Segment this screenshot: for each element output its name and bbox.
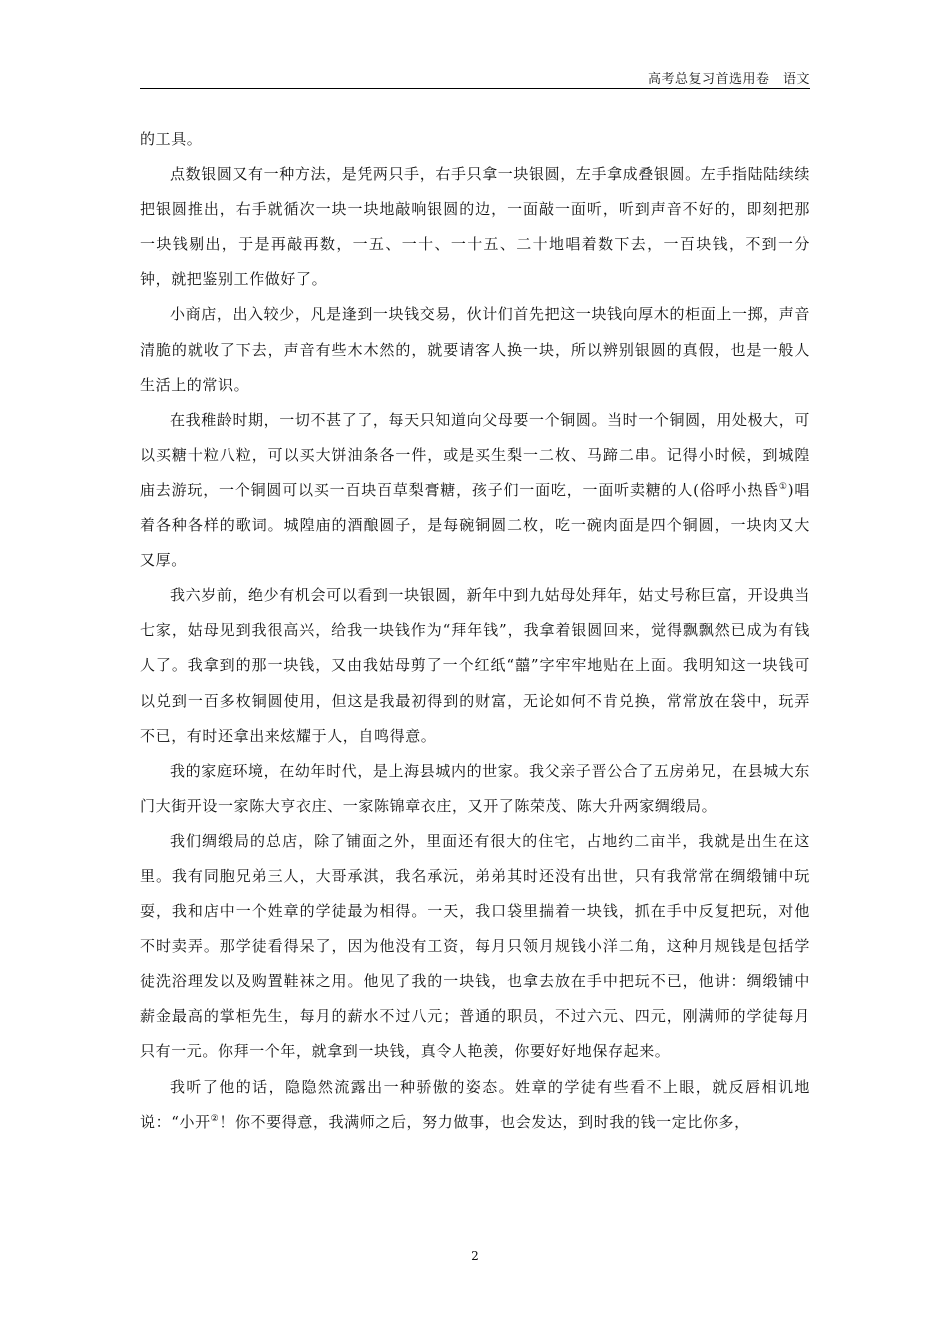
paragraph-text: ！你不要得意，我满师之后，努力做事，也会发达，到时我的钱一定比你多， bbox=[219, 1112, 750, 1131]
paragraph: 我们绸缎局的总店，除了铺面之外，里面还有很大的住宅，占地约二亩半，我就是出生在这里。我有同胞兄弟三人，大哥承淇，我名承沅，弟弟其时还没有出世，只有我常常在绸缎铺中玩耍，我和店中一个姓章的学徒最为相得。一天，我口袋里揣着一块钱，抓在手中反复把玩，对他不时卖弄。那学徒看得呆了，因为他没有工资，每月只领月规钱小洋二角，这种月规钱是包括学徒洗浴理发以及购置鞋袜之用。他见了我的一块钱，也拿去放在手中把玩不已，他讲：绸缎铺中薪金最高的掌柜先生，每月的薪水不过八元；普通的职员，不过六元、四元，刚满师的学徒每月只有一元。你拜一个年，就拿到一块钱，真令人艳羡，你要好好地保存起来。 bbox=[140, 831, 810, 1061]
paragraph-text: )唱着各种各样的歌词。城隍庙的酒酿圆子，是每碗铜圆二枚，吃一碗肉面是四个铜圆，一块肉又大又厚。 bbox=[140, 480, 810, 570]
article-body bbox=[140, 122, 810, 1140]
paragraph: 小商店，出入较少，凡是逢到一块钱交易，伙计们首先把这一块钱向厚木的柜面上一掷，声音清脆的就收了下去，声音有些木木然的，就要请客人换一块，所以辨别银圆的真假，也是一般人生活上的常识。 bbox=[140, 305, 810, 394]
header-title: 高考总复习首选用卷 语文 bbox=[647, 72, 810, 87]
paragraph: 我的家庭环境，在幼年时代，是上海县城内的世家。我父亲子晋公合了五房弟兄，在县城大东门大街开设一家陈大亨衣庄、一家陈锦章衣庄，又开了陈荣茂、陈大升两家绸缎局。 bbox=[140, 761, 810, 815]
paragraph-text: 在我稚龄时期，一切不甚了了，每天只知道向父母要一个铜圆。当时一个铜圆，用处极大，可以买糖十粒八粒，可以买大饼油条各一件，或是买生梨一二枚、马蹄二串。记得小时候，到城隍庙去游玩，一个铜圆可以买一百块百草梨膏糖，孩子们一面吃，一面听卖糖的人(俗呼小热昏 bbox=[140, 410, 810, 499]
footnote-marker: ① bbox=[778, 481, 788, 492]
footnote-marker: ② bbox=[210, 1113, 220, 1124]
page-number: 2 bbox=[471, 1249, 479, 1263]
paragraph bbox=[140, 403, 810, 578]
paragraph: 点数银圆又有一种方法，是凭两只手，右手只拿一块银圆，左手拿成叠银圆。左手指陆陆续续把银圆推出，右手就循次一块一块地敲响银圆的边，一面敲一面听，听到声音不好的，即刻把那一块钱剔出，于是再敲再数，一五、一十、一十五、二十地唱着数下去，一百块钱，不到一分钟，就把鉴别工作做好了。 bbox=[140, 165, 810, 289]
paragraph-text: 我听了他的话，隐隐然流露出一种骄傲的姿态。姓章的学徒有些看不上眼，就反唇相讥地说：“小开 bbox=[140, 1077, 810, 1131]
paragraph bbox=[140, 1070, 810, 1140]
paragraph: 的工具。 bbox=[140, 130, 203, 148]
paragraph: 我六岁前，绝少有机会可以看到一块银圆，新年中到九姑母处拜年，姑丈号称巨富，开设典当七家，姑母见到我很高兴，给我一块钱作为“拜年钱”，我拿着银圆回来，觉得飘飘然已成为有钱人了。我拿到的那一块钱，又由我姑母剪了一个红纸“囍”字牢牢地贴在上面。我明知这一块钱可以兑到一百多枚铜圆使用，但这是我最初得到的财富，无论如何不肯兑换，常常放在袋中，玩弄不已，有时还拿出来炫耀于人，自鸣得意。 bbox=[140, 586, 810, 745]
page-header bbox=[140, 66, 810, 89]
